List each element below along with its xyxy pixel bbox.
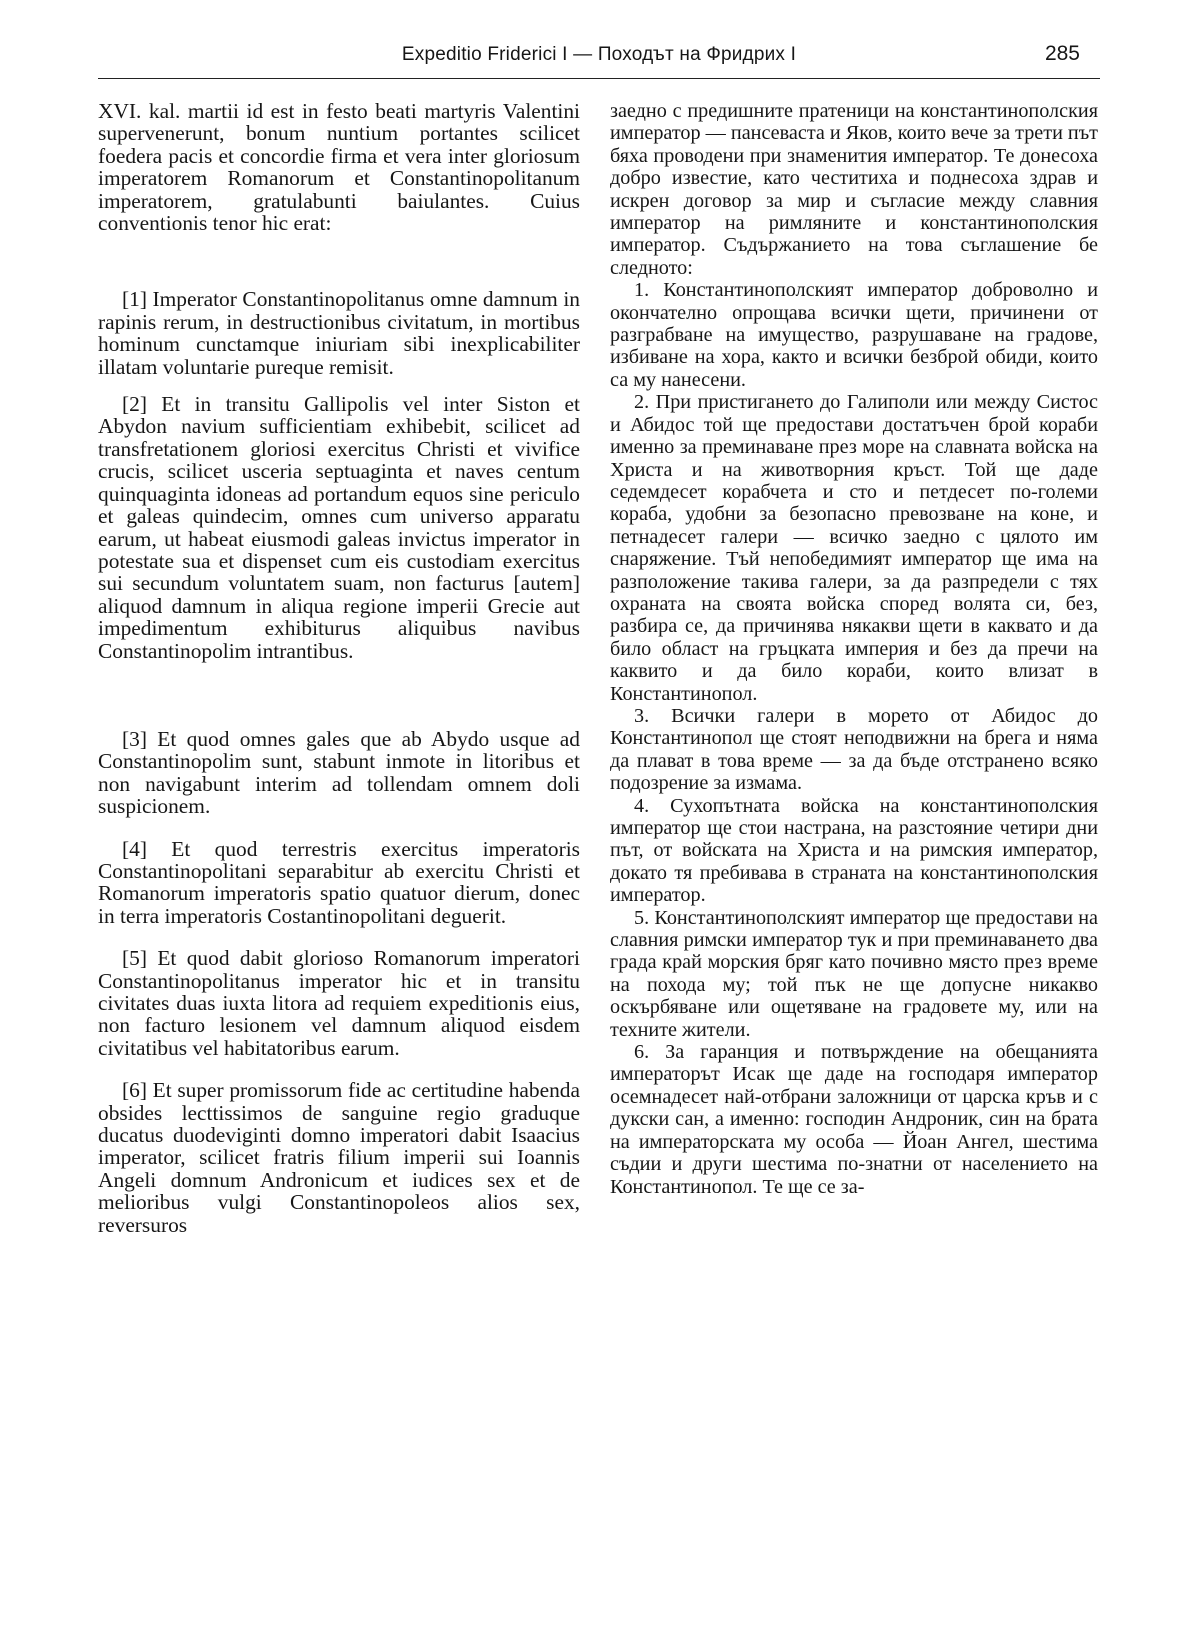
latin-paragraph-2: [2] Et in transitu Gallipolis vel inter Siston et Abydon navium sufficientiam exhibebit, scilicet ad transfretationem gloriosi exercitus Christi et vivifice crucis, scilicet usceria septuaginta et naves centum quinquaginta idoneas ad portandum equos sine periculo et galeas quindecim, omnes cum universo apparatu earum, ut habeat eiusmodi galeas invictus imperator in potestate sua et dispenset cum eis custodiam exercitus sui secundum voluntatem suam, non facturus [autem] aliquod damnum in aliqua regione imperii Grecie aut impedimentum exhibiturus aliquibus navibus Constantinopolim intrantibus. — [98, 392, 580, 663]
latin-paragraph-6: [6] Et super promissorum fide ac certitudine habenda obsides lecttissimos de sanguine regio graduque ducatus duodeviginti domno imperatori dabit Isaacius imperator, scilicet fratris filium imperii sui Ioannis Angeli domnum Andronicum et iudices sex et de melioribus vulgi Constantinopoleos alios sex, reversuros — [98, 1078, 580, 1237]
running-title: Expeditio Friderici I — Походът на Фридрих I — [401, 44, 797, 65]
bulgarian-paragraph-4: 4. Сухопътната войска на константинополския император ще стои настрана, на разстояние четири дни път, от войската на Христа и на римския император, докато тя пребивава в страната на константинополския император. — [610, 794, 1098, 907]
bulgarian-paragraph-3: 3. Всички галери в морето от Абидос до Константинопол ще стоят неподвижни на брега и няма да плават в това време — за да бъде отстранено всяко подозрение за измама. — [610, 704, 1098, 795]
latin-column — [98, 100, 580, 1236]
latin-paragraph-4: [4] Et quod terrestris exercitus imperatoris Constantinopolitani separabitur ab exercitu Christi et Romanorum imperatoris spatio quatuor dierum, donec in terra imperatoris Costantinopolitani deguerit. — [98, 836, 580, 928]
bulgarian-intro-paragraph: заедно с предишните пратеници на константинополския император — пансеваста и Яков, които вече за трети път бяха проводени при знаменития император. Те донесоха добро известие, като честитиха и поднесоха здрав и искрен договор за мир и съгласие между славния император на римляните и константинополския император. Съдържанието на това съглашение бе следното: — [610, 100, 1098, 279]
bulgarian-paragraph-2: 2. При пристигането до Галиполи или между Систос и Абидос той ще предостави достатъчен брой кораби именно за преминаване през море на славната войска на Христа и на животворния кръст. Той ще даде седемдесет корабчета и сто и петдесет по-големи кораба, удобни за безопасно превозване на коне, и петнадесет галери — всичко заедно с цялото им снаряжение. Тъй непобедимият император ще има на разположение такива галери, за да разпредели с тях охраната на своята войска според волята си, без, разбира се, да причинява някакви щети в каквато и да било област на гръцката империя и без да пречи на каквито и да било кораби, които влизат в Константинопол. — [610, 391, 1098, 705]
latin-paragraph-3: [3] Et quod omnes gales que ab Abydo usque ad Constantinopolim sunt, stabunt inmote in litoribus et non navigabunt interim ad tollendam omnem doli suspicionem. — [98, 726, 580, 819]
running-header — [98, 40, 1100, 79]
bulgarian-paragraph-1: 1. Константинополският император доброволно и окончателно опрощава всички щети, причинени от разграбване на имущество, разрушаване на градове, избиване на хора, както и всички безброй обиди, които са му нанесени. — [610, 279, 1098, 391]
latin-paragraph-1: [1] Imperator Constantinopolitanus omne damnum in rapinis rerum, in destructionibus civitatum, in mortibus hominum cunctamque iniuriam sibi inexplicabiliter illatam voluntarie pureque remisit. — [98, 287, 580, 379]
bulgarian-paragraph-6: 6. За гаранция и потвърждение на обещанията императорът Исак ще даде на господаря император осемнадесет най-отбрани заложници от царска кръв и с дукски сан, а именно: господин Андроник, син на брата на императорската му особа — Йоан Ангел, шестима съдии и други шестима по-знатни от населението на Константинопол. Те ще се за- — [610, 1041, 1098, 1198]
page-number: 285 — [1044, 42, 1080, 65]
latin-paragraph-5: [5] Et quod dabit glorioso Romanorum imperatori Constantinopolitanus imperator hic et in transitu civitates duas iuxta litora ad requiem expeditionis eius, non facturo lesionem vel damnum aliquod eisdem civitatibus vel habitatoribus earum. — [98, 946, 580, 1060]
bulgarian-paragraph-5: 5. Константинополският император ще предостави на славния римски император тук и при преминаването два града край морския бряг като почивно място през време на похода му; той пък не ще допусне никакво оскърбяване или ощетяване на градовете му, или на техните жители. — [610, 906, 1098, 1041]
bulgarian-column — [610, 100, 1098, 1198]
latin-intro-paragraph: XVI. kal. martii id est in festo beati martyris Valentini supervenerunt, bonum nuntium portantes scilicet foedera pacis et concordie firma et vera inter gloriosum imperatorem Romanorum et Constantinopolitanum imperatorem, gratulabunti baiulantes. Cuius conventionis tenor hic erat: — [98, 99, 580, 236]
